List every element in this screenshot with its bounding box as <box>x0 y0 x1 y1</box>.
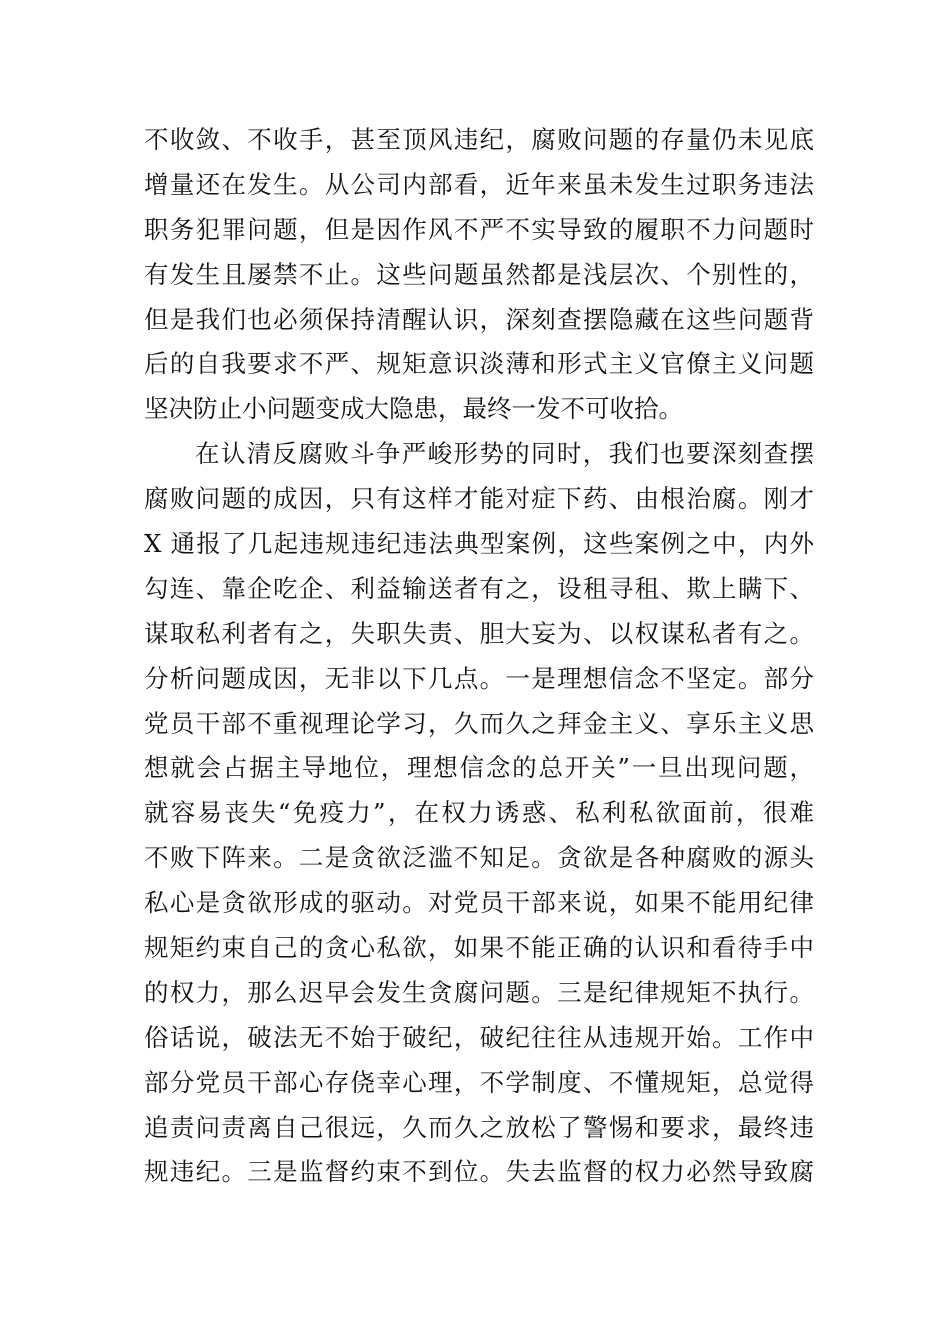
text-line: 职务犯罪问题，但是因作风不严不实导致的履职不力问题时 <box>144 214 814 244</box>
text-line: 部分党员干部心存侥幸心理，不学制度、不懂规矩，总觉得 <box>144 1067 814 1097</box>
text-line: 不收敛、不收手，甚至顶风违纪，腐败问题的存量仍未见底 <box>144 125 814 154</box>
text-line: 规矩约束自己的贪心私欲，如果不能正确的认识和看待手中 <box>144 933 814 963</box>
text-line: 增量还在发生。从公司内部看，近年来虽未发生过职务违法 <box>144 169 814 199</box>
text-line: 坚决防止小问题变成大隐患，最终一发不可收拾。 <box>144 394 683 424</box>
text-line: 谋取私利者有之，失职失责、胆大妄为、以权谋私者有之。 <box>144 618 814 648</box>
text-line: 有发生且屡禁不止。这些问题虽然都是浅层次、个别性的， <box>144 259 814 289</box>
text-line: 的权力，那么迟早会发生贪腐问题。三是纪律规矩不执行。 <box>144 977 814 1007</box>
text-line: 勾连、靠企吃企、利益输送者有之，设租寻租、欺上瞒下、 <box>144 573 814 603</box>
text-line: 私心是贪欲形成的驱动。对党员干部来说，如果不能用纪律 <box>144 888 814 918</box>
text-line: 规违纪。三是监督约束不到位。失去监督的权力必然导致腐 <box>144 1157 814 1187</box>
body-text <box>144 118 814 1195</box>
text-line: 腐败问题的成因，只有这样才能对症下药、由根治腐。刚才 <box>144 484 814 514</box>
text-line: 在认清反腐败斗争严峻形势的同时，我们也要深刻查摆 <box>195 439 814 469</box>
text-line: 不败下阵来。二是贪欲泛滥不知足。贪欲是各种腐败的源头 <box>144 843 814 873</box>
text-line: X 通报了几起违规违纪违法典型案例，这些案例之中，内外 <box>144 529 814 559</box>
text-line: 俗话说，破法无不始于破纪，破纪往往从违规开始。工作中 <box>144 1022 814 1052</box>
text-line: 党员干部不重视理论学习，久而久之拜金主义、享乐主义思 <box>144 708 814 738</box>
text-line: 追责问责离自己很远，久而久之放松了警惕和要求，最终违 <box>144 1112 814 1142</box>
text-line: 但是我们也必须保持清醒认识，深刻查摆隐藏在这些问题背 <box>144 304 814 334</box>
text-line: 想就会占据主导地位，理想信念的总开关”一旦出现问题， <box>144 753 814 783</box>
text-line: 分析问题成因，无非以下几点。一是理想信念不坚定。部分 <box>144 663 814 693</box>
text-line: 后的自我要求不严、规矩意识淡薄和形式主义官僚主义问题 <box>144 349 814 379</box>
text-line: 就容易丧失“免疫力”，在权力诱惑、私利私欲面前，很难 <box>144 798 814 828</box>
